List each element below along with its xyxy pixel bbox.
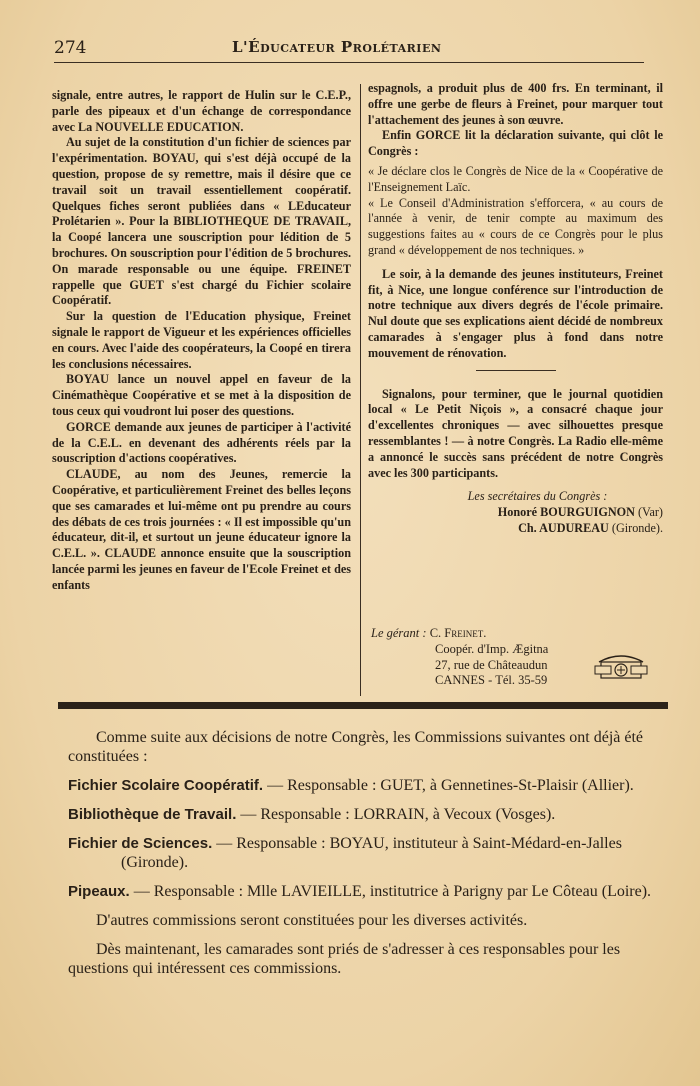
commissions-intro: Comme suite aux décisions de notre Congrès, les Commissions suivantes ont déjà été constituées : [68, 729, 644, 765]
commission-responsible: — Responsable : LORRAIN, à Vecoux (Vosges). [240, 806, 556, 823]
paragraph: Au sujet de la constitution d'un fichier de sciences par l'expérimentation. BOYAU, qui s'est déjà occupé de la question, propose de sy remettre, mais il désire que ce travail soit un travail essentiellement coopératif. Quelques fiches seront publiées dans « LEducateur Prolétarien ». Pour la BIBLIOTHEQUE DE TRAVAIL, la Coopé lancera une souscription pour lédition de 5 brochures. On souscription pour l'édition de 5 brochures. On marade responsable ou une équipe. FREINET rappelle que GUET s'est chargé du Fichier scolaire Coopératif. [52, 135, 351, 308]
right-column [368, 81, 663, 537]
commission-responsible: — Responsable : Mlle LAVIEILLE, institutrice à Parigny par Le Côteau (Loire). [133, 883, 652, 900]
signature-1 [368, 505, 663, 521]
printer-line: CANNES - Tél. 35-59 [435, 673, 548, 687]
paragraph-evening: Le soir, à la demande des jeunes instituteurs, Freinet fit, à Nice, une longue conférence sur l'introduction de notre technique aux divers degrés de l'école primaire. Nul doute que ses explications aient décidé de nombreux camarades à s'engager plus à fond dans notre mouvement de rénovation. [368, 266, 663, 360]
printer-line: 27, rue de Châteaudun [435, 657, 548, 672]
gerant-line [371, 626, 486, 642]
signature-2 [368, 521, 663, 537]
gerant-name: C. Freinet. [429, 626, 487, 640]
imprint [371, 626, 663, 696]
header-rule [54, 62, 644, 63]
section-rule [476, 370, 556, 371]
commission-item [68, 805, 664, 824]
commission-title: Bibliothèque de Travail. [68, 806, 237, 823]
commissions-section [68, 728, 664, 988]
commission-item [68, 776, 664, 795]
commission-responsible: — Responsable : BOYAU, instituteur à Saint-Médard-en-Jalles (Gironde). [121, 835, 622, 871]
signature-place: (Var) [637, 505, 663, 520]
quote-line: « Je déclare clos le Congrès de Nice de la « Coopérative de l'Enseignement Laïc. [368, 163, 663, 194]
page-number: 274 [54, 38, 87, 58]
signature-intro: Les secrétaires du Congrès : [467, 489, 608, 504]
commission-title: Pipeaux. [68, 883, 130, 900]
commission-item [68, 834, 664, 872]
commission-title: Fichier Scolaire Coopératif. [68, 777, 264, 794]
printer-line: Coopér. d'Imp. Ægitna [435, 642, 549, 656]
signature-name: Honoré BOURGUIGNON [497, 505, 635, 520]
page-header [54, 36, 666, 60]
paragraph: GORCE demande aux jeunes de participer à l'activité de la C.E.L. en devenant des adhérents réels par la souscription d'actions coopératives. [52, 419, 351, 466]
signature-name: Ch. AUDUREAU [518, 520, 609, 535]
paragraph: espagnols, a produit plus de 400 frs. En terminant, il offre une gerbe de fleurs à Freinet, pour marquer tout l'attachement des jeunes à son œuvre. [368, 81, 663, 127]
printer-address [435, 642, 548, 689]
gerant-label: Le gérant : [371, 626, 427, 640]
declaration-quote [368, 164, 663, 259]
paragraph: BOYAU lance un nouvel appel en faveur de la Cinémathèque Coopérative et se met à la disposition de tous ceux qui voudront lui poser des questions. [52, 372, 351, 418]
quote-line: « Le Conseil d'Administration s'efforcera, « au cours de l'année à venir, de tenir compte au maximum des suggestions faites au « cours de ce Congrès pour le plus grand « développement de nos techniques. » [368, 195, 663, 257]
closing-note: Dès maintenant, les camarades sont priés de s'adresser à ces responsables pour les questions qui intéressent ces commissions. [68, 941, 621, 977]
other-commissions: D'autres commissions seront constituées pour les diverses activités. [96, 912, 528, 929]
paragraph: CLAUDE, au nom des Jeunes, remercie la Coopérative, et particulièrement Freinet des belles leçons que ses camarades et lui-même ont pu prendre au cours des débats de ces trois journées : « Il est impossible qu'un éducateur, dit-il, et surtout un jeune éducateur ignore la C.E.L. ». CLAUDE annonce ensuite que la souscription lancée parmi les jeunes en faveur de l'Ecole Freinet et des enfants [52, 467, 351, 592]
commission-responsible: — Responsable : GUET, à Gennetines-St-Plaisir (Allier). [267, 777, 634, 794]
paragraph: Sur la question de l'Education physique, Freinet signale le rapport de Vigueur et les expériences officielles en cours. Avec l'aide des coopérateurs, la Coopé en tirera les conclusions nécessaires. [52, 309, 351, 371]
section-divider [58, 702, 668, 709]
commission-item [68, 882, 664, 901]
journal-title: L'Éducateur Prolétarien [232, 38, 442, 56]
union-label-logo [593, 648, 649, 684]
paragraph: Enfin GORCE lit la déclaration suivante, qui clôt le Congrès : [368, 128, 663, 159]
paragraph: signale, entre autres, le rapport de Hulin sur le C.E.P., parle des pipeaux et d'un échange de correspondance avec La NOUVELLE EDUCATION. [52, 88, 351, 134]
commission-title: Fichier de Sciences. [68, 835, 213, 852]
signature-place: (Gironde). [611, 520, 663, 535]
left-column [52, 88, 351, 594]
column-divider [360, 84, 361, 696]
paragraph-closing: Signalons, pour terminer, que le journal quotidien local « Le Petit Niçois », a consacré chaque jour d'excellentes chroniques — avec silhouettes presque ressemblantes ! — à notre Congrès. La Radio elle-même a annoncé le succès sans précédent de notre Congrès avec les 300 participants. [368, 386, 663, 480]
